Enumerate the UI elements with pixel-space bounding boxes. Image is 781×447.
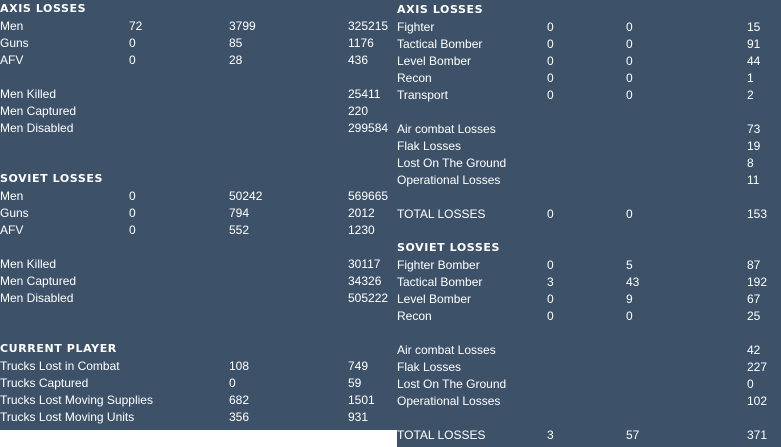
row-turn-value: 0 <box>547 88 554 102</box>
row-turn-value: 108 <box>229 359 250 373</box>
row-label: Recon <box>397 309 432 323</box>
row-turn-value: 3 <box>547 428 554 442</box>
soviet-air-losses-header: SOVIET LOSSES <box>397 241 500 254</box>
row-label: Air combat Losses <box>397 343 496 357</box>
row-label: Level Bomber <box>397 54 472 68</box>
row-total-value: 192 <box>747 275 768 289</box>
row-label: Operational Losses <box>397 394 501 408</box>
row-period-value: 0 <box>626 207 633 221</box>
row-label: TOTAL LOSSES <box>397 428 486 442</box>
row-period-value: 0 <box>626 20 633 34</box>
row-total-value: 931 <box>348 410 369 424</box>
soviet-air-row-recon <box>397 308 781 325</box>
row-total-value: 2 <box>747 88 754 102</box>
soviet-flak-losses-row <box>397 359 781 376</box>
axis-air-row-level-bomber <box>397 53 781 70</box>
row-turn-value: 0 <box>547 292 554 306</box>
row-total-value: 102 <box>747 394 768 408</box>
row-period-value: 0 <box>626 88 633 102</box>
row-total-value: 299584 <box>348 121 389 135</box>
row-label: Operational Losses <box>397 173 501 187</box>
row-label: Men Disabled <box>0 121 74 135</box>
soviet-ground-row-men <box>0 188 395 205</box>
row-label: Men Disabled <box>0 291 74 305</box>
row-total-value: 19 <box>747 139 761 153</box>
row-label: TOTAL LOSSES <box>397 207 486 221</box>
axis-air-row-tactical-bomber <box>397 36 781 53</box>
row-turn-value: 72 <box>129 19 143 33</box>
row-turn-value: 0 <box>547 71 554 85</box>
row-label: Trucks Lost Moving Supplies <box>0 393 153 407</box>
row-label: Guns <box>0 206 29 220</box>
row-total-value: 220 <box>348 104 369 118</box>
axis-ground-row-afv <box>0 52 395 69</box>
row-period-value: 57 <box>626 428 640 442</box>
row-total-value: 1230 <box>348 223 375 237</box>
row-turn-value: 356 <box>229 410 250 424</box>
soviet-air-row-tactical-bomber <box>397 274 781 291</box>
row-period-value: 0 <box>626 37 633 51</box>
row-total-value: 25411 <box>348 87 381 101</box>
axis-total-losses-row <box>397 206 781 223</box>
row-turn-value: 0 <box>129 223 136 237</box>
row-label: Men Killed <box>0 257 57 271</box>
row-label: Recon <box>397 71 432 85</box>
row-label: Fighter Bomber <box>397 258 480 272</box>
soviet-lost-on-ground-row <box>397 376 781 393</box>
row-total-value: 44 <box>747 54 761 68</box>
axis-air-row-fighter <box>397 19 781 36</box>
row-period-value: 85 <box>229 36 243 50</box>
row-label: Trucks Lost Moving Units <box>0 410 135 424</box>
row-label: Transport <box>397 88 448 102</box>
axis-air-row-recon <box>397 70 781 87</box>
axis-flak-losses-row <box>397 138 781 155</box>
soviet-total-losses-row <box>397 427 781 444</box>
row-total-value: 8 <box>747 156 754 170</box>
blank-area <box>0 430 397 447</box>
axis-operational-losses-row <box>397 172 781 189</box>
trucks-captured-row <box>0 375 395 392</box>
axis-air-row-transport <box>397 87 781 104</box>
row-label: Men <box>0 19 24 33</box>
row-turn-value: 0 <box>547 37 554 51</box>
soviet-air-row-level-bomber <box>397 291 781 308</box>
row-label: Men Captured <box>0 274 77 288</box>
row-total-value: 73 <box>747 122 761 136</box>
row-turn-value: 3 <box>547 275 554 289</box>
axis-air-combat-losses-row <box>397 121 781 138</box>
row-turn-value: 0 <box>547 20 554 34</box>
axis-men-killed-row <box>0 86 395 103</box>
row-period-value: 50242 <box>229 189 263 203</box>
row-total-value: 34326 <box>348 274 382 288</box>
row-period-value: 0 <box>626 54 633 68</box>
trucks-lost-supplies-row <box>0 392 395 409</box>
axis-ground-row-guns <box>0 35 395 52</box>
soviet-ground-row-afv <box>0 222 395 239</box>
row-period-value: 5 <box>626 258 633 272</box>
row-label: Flak Losses <box>397 139 462 153</box>
row-total-value: 30117 <box>348 257 381 271</box>
soviet-ground-losses-header: SOVIET LOSSES <box>0 172 103 185</box>
axis-air-losses-header: AXIS LOSSES <box>397 3 484 16</box>
row-turn-value: 0 <box>129 206 136 220</box>
soviet-men-killed-row <box>0 256 395 273</box>
row-label: AFV <box>0 53 24 67</box>
row-total-value: 749 <box>348 359 369 373</box>
row-total-value: 67 <box>747 292 761 306</box>
row-label: Men Killed <box>0 87 57 101</box>
row-total-value: 505222 <box>348 291 389 305</box>
row-total-value: 42 <box>747 343 761 357</box>
row-label: Level Bomber <box>397 292 472 306</box>
row-period-value: 794 <box>229 206 250 220</box>
axis-men-disabled-row <box>0 120 395 137</box>
row-period-value: 9 <box>626 292 633 306</box>
row-total-value: 91 <box>747 37 761 51</box>
row-period-value: 28 <box>229 53 243 67</box>
row-turn-value: 0 <box>547 54 554 68</box>
row-total-value: 371 <box>747 428 768 442</box>
soviet-air-combat-losses-row <box>397 342 781 359</box>
row-turn-value: 682 <box>229 393 250 407</box>
row-turn-value: 0 <box>547 309 554 323</box>
row-label: Flak Losses <box>397 360 462 374</box>
trucks-lost-combat-row <box>0 358 395 375</box>
row-label: Lost On The Ground <box>397 377 507 391</box>
row-turn-value: 0 <box>129 36 136 50</box>
row-total-value: 87 <box>747 258 761 272</box>
row-total-value: 0 <box>747 377 754 391</box>
row-turn-value: 0 <box>547 207 554 221</box>
row-period-value: 0 <box>626 71 633 85</box>
row-period-value: 0 <box>626 309 633 323</box>
row-label: AFV <box>0 223 24 237</box>
row-label: Lost On The Ground <box>397 156 507 170</box>
axis-ground-row-men <box>0 18 395 35</box>
row-label: Men Captured <box>0 104 77 118</box>
row-total-value: 227 <box>747 360 768 374</box>
row-total-value: 2012 <box>348 206 375 220</box>
soviet-men-captured-row <box>0 273 395 290</box>
row-total-value: 1501 <box>348 393 375 407</box>
row-total-value: 153 <box>747 207 768 221</box>
axis-men-captured-row <box>0 103 395 120</box>
row-label: Men <box>0 189 24 203</box>
row-period-value: 552 <box>229 223 250 237</box>
axis-ground-losses-header: AXIS LOSSES <box>0 2 87 15</box>
row-total-value: 25 <box>747 309 761 323</box>
row-turn-value: 0 <box>547 258 554 272</box>
row-total-value: 325215 <box>348 19 389 33</box>
row-turn-value: 0 <box>129 189 136 203</box>
row-label: Fighter <box>397 20 435 34</box>
row-total-value: 59 <box>348 376 362 390</box>
row-period-value: 43 <box>626 275 640 289</box>
row-period-value: 3799 <box>229 19 256 33</box>
row-label: Air combat Losses <box>397 122 496 136</box>
current-player-header: CURRENT PLAYER <box>0 342 117 355</box>
axis-lost-on-ground-row <box>397 155 781 172</box>
soviet-operational-losses-row <box>397 393 781 410</box>
row-total-value: 15 <box>747 20 761 34</box>
row-total-value: 1 <box>747 71 754 85</box>
soviet-air-row-fighter-bomber <box>397 257 781 274</box>
row-label: Tactical Bomber <box>397 37 483 51</box>
row-label: Trucks Lost in Combat <box>0 359 120 373</box>
soviet-men-disabled-row <box>0 290 395 307</box>
soviet-ground-row-guns <box>0 205 395 222</box>
row-turn-value: 0 <box>229 376 236 390</box>
row-label: Trucks Captured <box>0 376 89 390</box>
row-total-value: 436 <box>348 53 369 67</box>
row-total-value: 569665 <box>348 189 389 203</box>
row-total-value: 11 <box>747 173 760 187</box>
trucks-lost-units-row <box>0 409 395 426</box>
row-turn-value: 0 <box>129 53 136 67</box>
row-label: Guns <box>0 36 29 50</box>
row-total-value: 1176 <box>348 36 374 50</box>
row-label: Tactical Bomber <box>397 275 483 289</box>
